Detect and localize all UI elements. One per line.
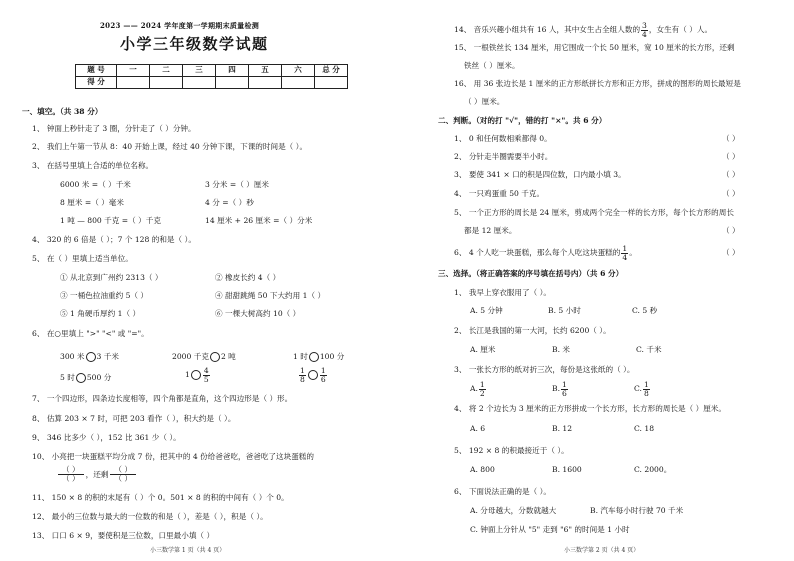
question-9: 9、 346 比多少（ ），152 比 361 少（ ）。: [32, 433, 181, 442]
judge-2-paren[interactable]: （ ）: [722, 152, 740, 161]
exam-header: 2023 —— 2024 学年度第一学期期末质量检测: [100, 21, 260, 30]
compare-circle[interactable]: [191, 370, 201, 380]
compare-6: [298, 367, 328, 383]
judge-5-paren[interactable]: （ ）: [722, 226, 740, 235]
choice-1: 1、 我早上穿衣服用了（ ）。: [454, 288, 551, 297]
compare-right: 100 分: [319, 352, 345, 361]
fraction: $\frac{1}{8}$: [643, 380, 649, 398]
compare-circle[interactable]: [76, 373, 86, 383]
compare-right: 500 分: [86, 373, 112, 382]
fraction: $\frac{1}{6}$: [320, 366, 326, 384]
judge-3: 3、 要使 341 × 口的积是四位数，口内最小填 3。: [454, 170, 626, 179]
compare-left: 1 时: [293, 352, 308, 361]
choice-6-option-b[interactable]: B. 汽车每小时行驶 70 千米: [590, 506, 684, 515]
judge-3-paren[interactable]: （ ）: [722, 170, 740, 179]
score-cell: 四: [216, 65, 249, 77]
score-table-score-row: [76, 77, 348, 89]
exam-title: 小学三年级数学试题: [120, 35, 269, 53]
judge-2: 2、 分针走半圈需要半小时。: [454, 152, 553, 161]
fraction: $\frac{4}{5}$: [203, 366, 209, 384]
score-cell: 六: [282, 65, 315, 77]
compare-left: 5 时: [60, 373, 75, 382]
compare-circle[interactable]: [308, 370, 318, 380]
question-3e: 1 吨 — 800 千克 =（ ）千克: [60, 216, 161, 225]
score-cell: 一: [117, 65, 150, 77]
choice-2-option-a[interactable]: A. 厘米: [470, 345, 496, 354]
question-16-cont: （ ）厘米。: [464, 97, 505, 106]
compare-circle[interactable]: [210, 352, 220, 362]
compare-1: [60, 352, 119, 362]
section-choice: 三、选择。（将正确答案的序号填在括号内）（共 6 分）: [438, 269, 624, 278]
section-fill-in: 一、填空。（共 38 分）: [22, 107, 103, 116]
score-cell: 总 分: [315, 65, 348, 77]
judge-4-paren[interactable]: （ ）: [722, 189, 740, 198]
score-blank[interactable]: [315, 77, 348, 89]
compare-left: 2000 千克: [172, 352, 209, 361]
choice-3: 3、 一张长方形的纸对折三次，每份是这张纸的（ ）。: [454, 365, 635, 374]
question-3a: 6000 米 =（ ）千米: [60, 180, 131, 189]
question-3: 3、 在括号里填上合适的单位名称。: [32, 161, 154, 170]
question-10: 10、 小亮把一块蛋糕平均分成 7 份，把其中的 4 份给爸爸吃，爸爸吃了这块蛋糕的: [32, 452, 314, 461]
choice-2: 2、 长江是我国的第一大河，长约 6200（ ）。: [454, 326, 611, 335]
choice-1-option-a[interactable]: A. 5 分钟: [470, 306, 503, 315]
judge-6: 6、 4 个人吃一块蛋糕，那么每个人吃这块蛋糕的 $\frac{1}{4}$ 。: [454, 244, 637, 262]
fraction: $\frac{1}{4}$: [622, 244, 628, 262]
compare-left: 300 米: [60, 352, 85, 361]
question-8: 8、 估算 203 × 7 时，可把 203 看作（ ），积大约是（ ）。: [32, 414, 236, 423]
fraction: $\frac{1}{6}$: [562, 380, 567, 398]
compare-4: [60, 373, 111, 383]
score-cell: 三: [183, 65, 216, 77]
fraction: $\frac{1}{8}$: [300, 366, 305, 384]
choice-2-option-c[interactable]: C. 千米: [636, 345, 662, 354]
compare-3: [293, 352, 344, 362]
question-3c: 8 厘米 =（ ）毫米: [60, 198, 124, 207]
question-3b: 3 分米 =（ ）厘米: [205, 180, 269, 189]
judge-4: 4、 一只鸡蛋重 50 千克。: [454, 189, 545, 198]
choice-3-option-c[interactable]: C. $\frac{1}{8}$: [634, 380, 649, 398]
question-5c: ③ 一桶色拉油重约 5（ ）: [60, 291, 149, 300]
compare-circle[interactable]: [309, 352, 319, 362]
choice-4-option-a[interactable]: A. 6: [470, 424, 486, 433]
question-5d: ④ 甜甜跳绳 50 下大约用 1（ ）: [215, 291, 326, 300]
question-4: 4、 320 的 6 倍是（ ）；7 个 128 的和是（ ）。: [32, 235, 196, 244]
judge-5: 5、 一个正方形的周长是 24 厘米，剪成两个完全一样的长方形，每个长方形的周长: [454, 208, 734, 217]
question-1: 1、 钟面上秒针走了 3 圈，分针走了（ ）分钟。: [32, 124, 196, 133]
question-15: 15、 一根铁丝长 134 厘米，用它围成一个长 50 厘米，宽 10 厘米的长方形，还剩: [454, 43, 735, 52]
score-cell: 五: [249, 65, 282, 77]
question-10-answer: [56, 466, 138, 484]
choice-5: 5、 192 × 8 的积最接近于（ ）。: [454, 446, 569, 455]
choice-1-option-b[interactable]: B. 5 小时: [548, 306, 581, 315]
score-row-label: 得 分: [76, 77, 117, 89]
choice-6: 6、 下面说法正确的是（ ）。: [454, 487, 551, 496]
page-footer: 小三数学第 1 页（共 4 页）: [150, 547, 226, 554]
choice-5-option-c[interactable]: C. 2000。: [634, 465, 672, 474]
choice-4: 4、 将 2 个边长为 3 厘米的正方形拼成一个长方形，长方形的周长是（ ）厘米。: [454, 404, 726, 413]
fraction: $\frac{1}{2}$: [479, 380, 485, 398]
answer-fraction-blank[interactable]: $\frac{( )}{( )}$: [110, 466, 136, 484]
score-blank[interactable]: [216, 77, 249, 89]
choice-5-option-a[interactable]: A. 800: [470, 465, 495, 474]
choice-3-option-b[interactable]: B. $\frac{1}{6}$: [552, 380, 567, 398]
question-13: 13、 口口 6 × 9，要使积是三位数，口里最小填（ ）: [32, 531, 215, 540]
question-3f: 14 厘米 + 26 厘米 =（ ）分米: [205, 216, 313, 225]
section-judge: 二、判断。（对的打 "√"，错的打 "×"。共 6 分）: [438, 116, 607, 125]
score-table-header-row: [76, 65, 348, 77]
fraction: $\frac{3}{4}$: [642, 21, 647, 39]
question-3d: 4 分 =（ ）秒: [205, 198, 254, 207]
choice-1-option-c[interactable]: C. 5 秒: [632, 306, 658, 315]
right-page: [404, 0, 794, 561]
compare-left: 1: [185, 370, 190, 380]
compare-right: 2 吨: [220, 352, 236, 361]
score-blank[interactable]: [150, 77, 183, 89]
question-6: 6、 在○里填上 ">" "<" 或 "="。: [32, 329, 149, 338]
score-blank[interactable]: [117, 77, 150, 89]
question-7: 7、 一个四边形，四条边长度相等，四个角都是直角，这个四边形是（ ）形。: [32, 394, 293, 403]
choice-4-option-b[interactable]: B. 12: [552, 424, 573, 433]
choice-6-option-c[interactable]: C. 钟面上分针从 "5" 走到 "6" 的时间是 1 小时: [470, 525, 630, 534]
question-12: 12、 最小的三位数与最大的一位数的和是（ ），差是（ ），积是（ ）。: [32, 512, 268, 521]
question-2: 2、 我们上午第一节从 8：40 开始上课，经过 40 分钟下课，下课的时间是（ ）。: [32, 142, 308, 151]
question-11: 11、 150 × 8 的积的末尾有（ ）个 0。501 × 8 的积的中间有（ ）个 0。: [32, 493, 289, 502]
score-blank[interactable]: [249, 77, 282, 89]
judge-1: 1、 0 和任何数相乘都得 0。: [454, 134, 552, 143]
score-blank[interactable]: [282, 77, 315, 89]
question-10-mid: ，还剩: [85, 469, 109, 479]
page-footer: 小三数学第 2 页（共 4 页）: [564, 547, 640, 554]
question-5f: ⑥ 一棵大树高约 10（ ）: [215, 309, 301, 318]
choice-4-option-c[interactable]: C. 18: [634, 424, 655, 433]
score-blank[interactable]: [183, 77, 216, 89]
question-5: 5、 在（ ）里填上适当单位。: [32, 254, 133, 263]
answer-fraction-blank[interactable]: $\frac{( )}{( )}$: [58, 466, 84, 484]
score-table: [75, 64, 348, 89]
choice-6-option-a[interactable]: A. 分母越大，分数就越大: [470, 506, 557, 515]
question-16: 16、 用 36 张边长是 1 厘米的正方形纸拼长方形和正方形，拼成的图形的周长最短是: [454, 79, 741, 88]
question-14: 14、 音乐兴趣小组共有 16 人，其中女生占全组人数的 $\frac{3}{4}$ ，女生有（ ）人。: [454, 21, 713, 39]
score-cell: 题 号: [76, 65, 117, 77]
question-5b: ② 橡皮长约 4（ ）: [215, 273, 281, 282]
judge-1-paren[interactable]: （ ）: [722, 134, 740, 143]
question-15-cont: 铁丝（ ）厘米。: [464, 61, 520, 70]
choice-2-option-b[interactable]: B. 米: [552, 345, 571, 354]
judge-6-paren[interactable]: （ ）: [722, 248, 740, 257]
compare-5: [185, 367, 211, 383]
judge-5-cont: 都是 12 厘米。: [464, 226, 517, 235]
compare-right: 3 千米: [96, 352, 119, 361]
question-5a: ① 从北京到广州约 2313（ ）: [60, 273, 163, 282]
compare-circle[interactable]: [86, 352, 96, 362]
score-cell: 二: [150, 65, 183, 77]
question-5e: ⑤ 1 角硬币厚约 1（ ）: [60, 309, 141, 318]
choice-5-option-b[interactable]: B. 1600: [552, 465, 582, 474]
compare-2: [172, 352, 236, 362]
choice-3-option-a[interactable]: A. $\frac{1}{2}$: [470, 380, 485, 398]
